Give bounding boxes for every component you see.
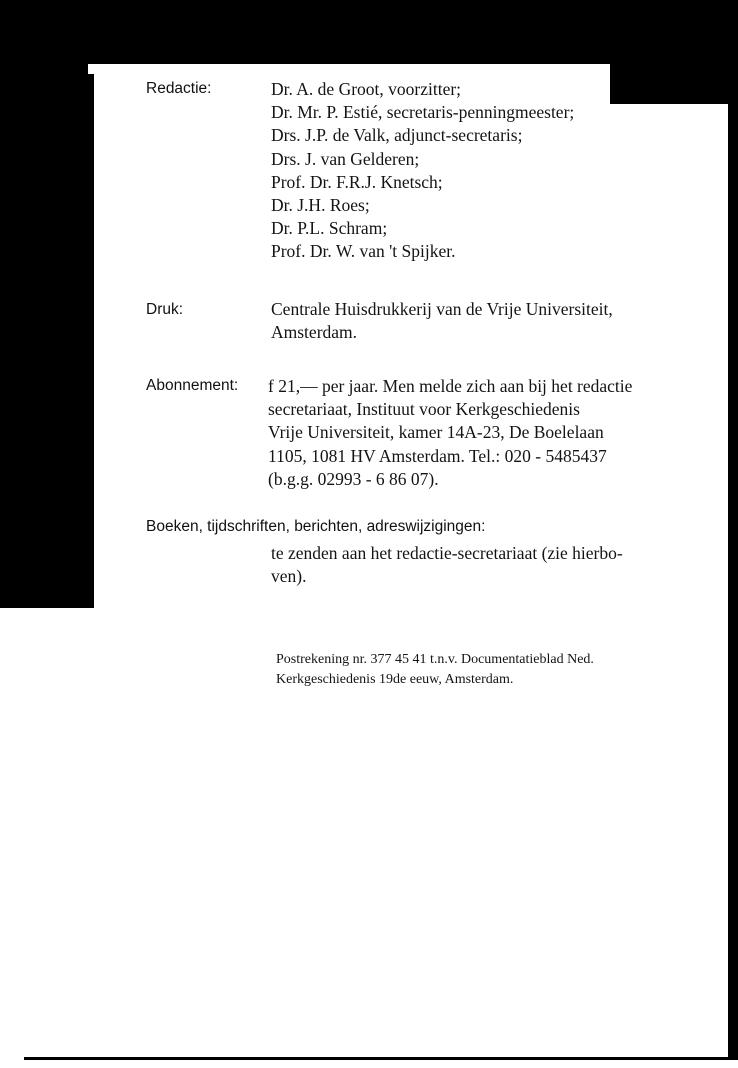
redactie-member: Dr. J.H. Roes; (271, 195, 370, 216)
boeken-label: Boeken, tijdschriften, berichten, adreswijzigingen: (146, 518, 486, 535)
scan-edge-notch (88, 64, 238, 74)
scan-edge-left (0, 60, 94, 608)
abonnement-line: (b.g.g. 02993 - 6 86 07). (268, 468, 439, 489)
druk-text (271, 298, 613, 344)
abonnement-text (268, 375, 728, 491)
abonnement-label: Abonnement: (146, 377, 239, 394)
redactie-member: Dr. A. de Groot, voorzitter; (271, 79, 462, 99)
redactie-member: Dr. Mr. P. Estié, secretaris-penningmeester; (271, 102, 575, 123)
boeken-line: te zenden aan het redactie-secretariaat (zie hierbo- (271, 543, 623, 563)
redactie-members (271, 78, 574, 264)
scan-edge-top-right (610, 60, 738, 104)
postrekening-note (276, 650, 594, 690)
druk-line: Amsterdam. (271, 322, 358, 343)
redactie-member: Prof. Dr. F.R.J. Knetsch; (271, 171, 443, 192)
abonnement-line: f 21,— per jaar. Men melde zich aan bij het redactie (268, 376, 633, 396)
redactie-label: Redactie: (146, 80, 212, 97)
abonnement-line: secretariaat, Instituut voor Kerkgeschiedenis (268, 399, 580, 420)
postrekening-line: Kerkgeschiedenis 19de eeuw, Amsterdam. (276, 672, 514, 687)
redactie-member: Drs. J. van Gelderen; (271, 148, 420, 169)
druk-label: Druk: (146, 301, 184, 318)
redactie-member: Prof. Dr. W. van 't Spijker. (271, 241, 456, 262)
redactie-member: Dr. P.L. Schram; (271, 218, 388, 239)
scan-edge-bottom (24, 1057, 738, 1060)
redactie-member: Drs. J.P. de Valk, adjunct-secretaris; (271, 125, 523, 146)
postrekening-line: Postrekening nr. 377 45 41 t.n.v. Documentatieblad Ned. (276, 652, 594, 667)
druk-line: Centrale Huisdrukkerij van de Vrije Universiteit, (271, 299, 613, 319)
scan-edge-right (728, 0, 738, 1058)
boeken-line: ven). (271, 566, 307, 587)
boeken-text (271, 542, 623, 588)
abonnement-line: Vrije Universiteit, kamer 14A-23, De Boelelaan (268, 422, 604, 443)
scan-edge-top (0, 0, 738, 64)
abonnement-line: 1105, 1081 HV Amsterdam. Tel.: 020 - 5485437 (268, 445, 607, 466)
